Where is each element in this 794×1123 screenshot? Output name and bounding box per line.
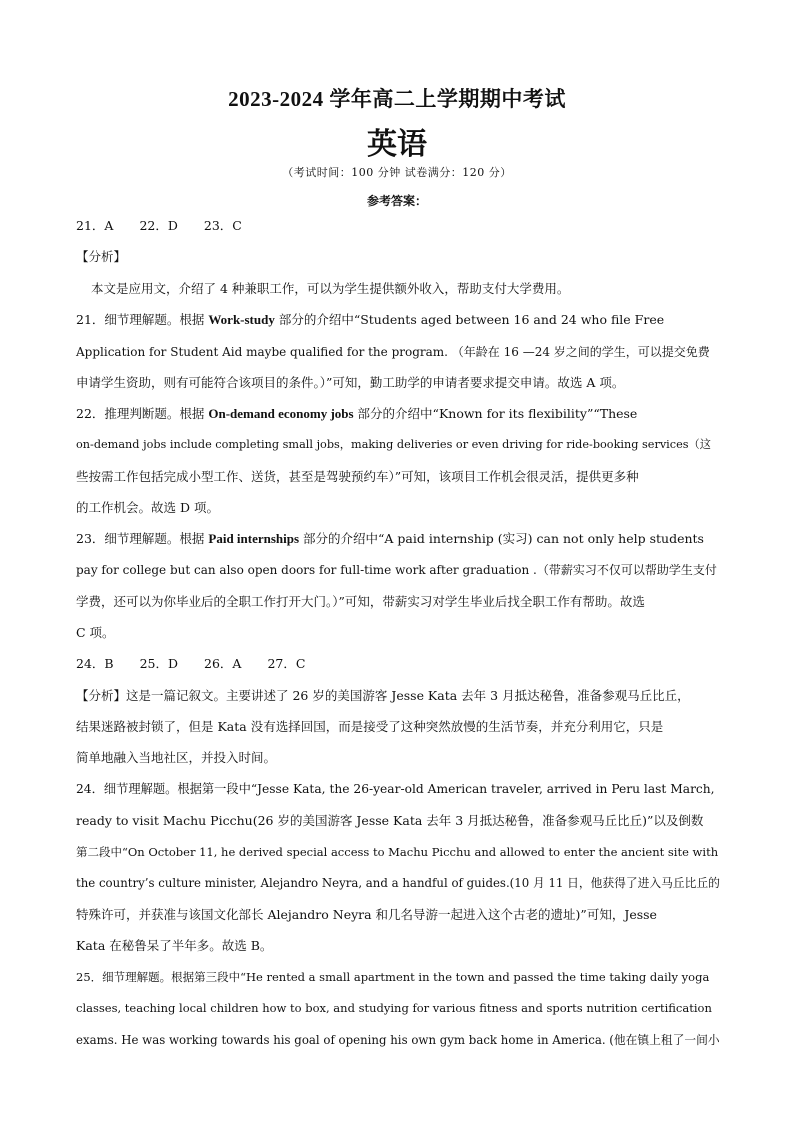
analysis-2-line-3: 简单地融入当地社区，并投入时间。 — [76, 750, 277, 765]
q22-line-2: on-demand jobs include completing small jobs，making deliveries or even driving for ride-booking services（这 — [76, 438, 712, 451]
q22-line-3: 些按需工作包括完成小型工作、送货，甚至是驾驶预约车）”可知，该项目工作机会很灵活，提供更多种 — [76, 469, 639, 484]
q23-line-2: pay for college but can also open doors for full-time work after graduation .（带薪实习不仅可以帮助学生支付 — [76, 563, 717, 577]
answer-27: 27．C — [267, 656, 306, 671]
q21-keyword: Work-study — [208, 312, 275, 327]
answer-22: 22．D — [139, 218, 178, 233]
q23-line-1: 23．细节理解题。根据 Paid internships 部分的介绍中“A paid internship (实习) can not only help students — [76, 531, 704, 546]
answer-23: 23．C — [203, 218, 242, 233]
answer-row-21-23 — [76, 216, 720, 236]
exam-info: （考试时间：100 分钟 试卷满分：120 分） — [282, 166, 512, 179]
q23-line-4: C 项。 — [76, 625, 115, 640]
q25-line-1: 25．细节理解题。根据第三段中“He rented a small apartment in the town and passed the time taking daily yoga — [76, 970, 710, 984]
analysis-2-line-1: 【分析】这是一篇记叙文。主要讲述了 26 岁的美国游客 Jesse Kata 去年 3 月抵达秘鲁，准备参观马丘比丘， — [76, 688, 690, 703]
q24-line-3: 第二段中“On October 11, he derived special access to Machu Picchu and allowed to enter the ancient site with — [76, 845, 719, 859]
q24-line-6: Kata 在秘鲁呆了半年多。故选 B。 — [76, 938, 273, 953]
q22-keyword: On-demand economy jobs — [208, 406, 354, 421]
q25-line-3: exams. He was working towards his goal of opening his own gym back home in America. (他在镇上租了一间小 — [76, 1033, 720, 1047]
q24-line-2: ready to visit Machu Picchu(26 岁的美国游客 Jesse Kata 去年 3 月抵达秘鲁，准备参观马丘比丘)”以及倒数 — [76, 813, 704, 828]
q21-line-2: Application for Student Aid maybe qualified for the program. （年龄在 16 —24 岁之间的学生，可以提交免费 — [76, 345, 710, 359]
q22-line-4: 的工作机会。故选 D 项。 — [76, 500, 219, 515]
q21-line-1: 21．细节理解题。根据 Work-study 部分的介绍中“Students aged between 16 and 24 who file Free — [76, 312, 665, 327]
q21-line-3: 申请学生资助，则有可能符合该项目的条件。）”可知，勤工助学的申请者要求提交申请。故选 A 项。 — [76, 375, 625, 390]
subject-title: 英语 — [367, 127, 427, 162]
q22-line-1: 22．推理判断题。根据 On-demand economy jobs 部分的介绍中“Known for its flexibility”“These — [76, 406, 638, 421]
answer-key-label: 参考答案： — [366, 194, 427, 208]
answer-26: 26．A — [204, 656, 242, 671]
answer-21: 21．A — [76, 218, 114, 233]
passage-summary-1: 本文是应用文，介绍了 4 种兼职工作，可以为学生提供额外收入，帮助支付大学费用。 — [91, 281, 570, 296]
answer-24: 24．B — [76, 656, 114, 671]
q24-line-5: 特殊许可，并获准与该国文化部长 Alejandro Neyra 和几名导游一起进入这个古老的遗址)”可知，Jesse — [76, 907, 657, 922]
q24-line-1: 24．细节理解题。根据第一段中“Jesse Kata, the 26-year-old American traveler, arrived in Peru last March, — [76, 782, 715, 796]
analysis-heading-1: 【分析】 — [76, 249, 127, 264]
q24-line-4: the country’s culture minister, Alejandro Neyra, and a handful of guides.(10 月 11 日，他获得了进入马丘比丘的 — [76, 876, 720, 890]
q25-line-2: classes, teaching local children how to box, and studying for various fitness and sports nutrition certification — [76, 1001, 712, 1015]
answer-row-24-27 — [76, 654, 720, 674]
q23-keyword: Paid internships — [208, 531, 300, 546]
exam-title: 2023-2024 学年高二上学期期中考试 — [228, 87, 566, 111]
answer-25: 25．D — [139, 656, 179, 671]
analysis-2-line-2: 结果迷路被封锁了，但是 Kata 没有选择回国，而是接受了这种突然放慢的生活节奏，并充分利用它，只是 — [76, 719, 664, 734]
q23-line-3: 学费，还可以为你毕业后的全职工作打开大门。）”可知，带薪实习对学生毕业后找全职工作有帮助。故选 — [76, 594, 645, 609]
